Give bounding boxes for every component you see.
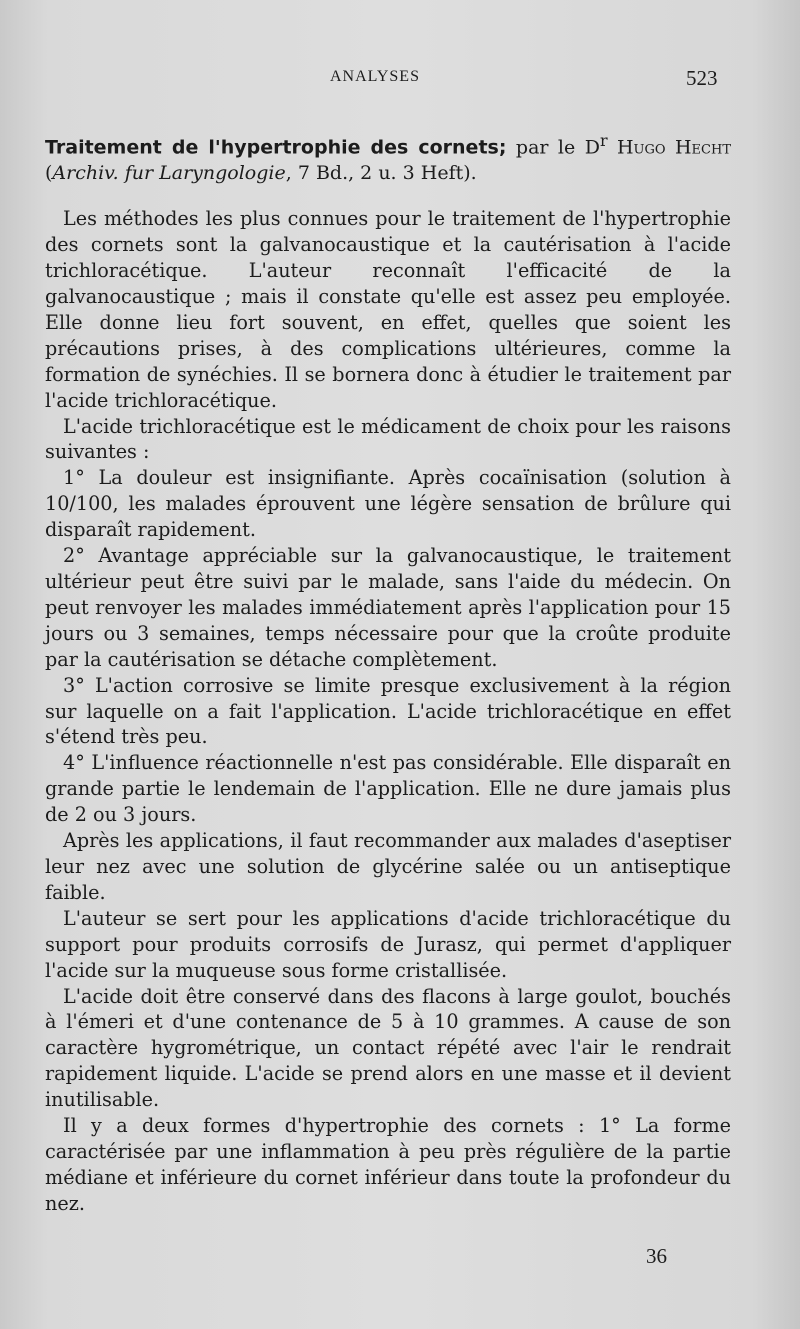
paragraph: 4° L'influence réactionnelle n'est pas considérable. Elle disparaît en grande partie le lendemain de l'application. Elle ne dure jamais plus de 2 ou 3 jours. — [45, 751, 731, 827]
paragraph: L'acide doit être conservé dans des flacons à large goulot, bouchés à l'émeri et d'une contenance de 5 à 10 grammes. A cause de son caractère hygrométrique, un contact répété avec l'air le rendrait rapidement liquide. L'acide se prend alors en une masse et il devient inutilisable. — [45, 984, 731, 1112]
paragraph: Les méthodes les plus connues pour le traitement de l'hypertrophie des cornets sont la galvanocaustique et la cautérisation à l'acide trichloracétique. L'auteur reconnaît l'efficacité de la galvanocaustique ; mais il constate qu'elle est assez peu employée. Elle donne lieu fort souvent, en effet, quelles que soient les précautions prises, à des complications ultérieures, comme la formation de synéchies. Il se bornera donc à étudier le traitement par l'acide trichloracétique. — [45, 207, 731, 412]
signature-mark: 36 — [646, 1244, 667, 1268]
paragraph: L'acide trichloracétique est le médicament de choix pour les raisons suivantes : — [45, 414, 731, 464]
page-number: 523 — [686, 66, 718, 90]
title-bold: Traitement de l'hypertrophie des cornets; — [45, 136, 507, 159]
title-journal: Archiv. fur Laryngologie — [52, 162, 286, 185]
title-paren-open: ( — [45, 162, 53, 185]
title-author: Hugo Hecht — [607, 136, 731, 159]
paragraph: L'auteur se sert pour les applications d'acide trichloracétique du support pour produits corrosifs de Jurasz, qui permet d'appliquer l'acide sur la muqueuse sous forme cristallisée. — [45, 906, 731, 982]
running-head — [0, 68, 800, 94]
title-reference: , 7 Bd., 2 u. 3 Heft). — [285, 162, 477, 185]
title-by: par le D — [506, 136, 600, 159]
paragraph: 3° L'action corrosive se limite presque exclusivement à la région sur laquelle on a fait l'application. L'acide trichloracétique en effet s'étend très peu. — [45, 673, 731, 749]
article — [45, 128, 731, 1217]
paragraph: Il y a deux formes d'hypertrophie des cornets : 1° La forme caractérisée par une inflammation à peu près régulière de la partie médiane et inférieure du cornet inférieur dans toute la profondeur du nez. — [45, 1114, 731, 1215]
paragraph: 1° La douleur est insignifiante. Après cocaïnisation (solution à 10/100, les malades éprouvent une légère sensation de brûlure qui disparaît rapidement. — [45, 466, 731, 542]
article-title — [45, 128, 731, 186]
title-dr-superscript: r — [599, 131, 608, 150]
paragraph: Après les applications, il faut recommander aux malades d'aseptiser leur nez avec une solution de glycérine salée ou un antiseptique faible. — [45, 829, 731, 904]
paragraph: 2° Avantage appréciable sur la galvanocaustique, le traitement ultérieur peut être suivi par le malade, sans l'aide du médecin. On peut renvoyer les malades immédiatement après l'application pour 15 jours ou 3 semaines, temps nécessaire pour que la croûte produite par la cautérisation se détache complètement. — [45, 544, 731, 671]
running-title: ANALYSES — [330, 68, 420, 85]
